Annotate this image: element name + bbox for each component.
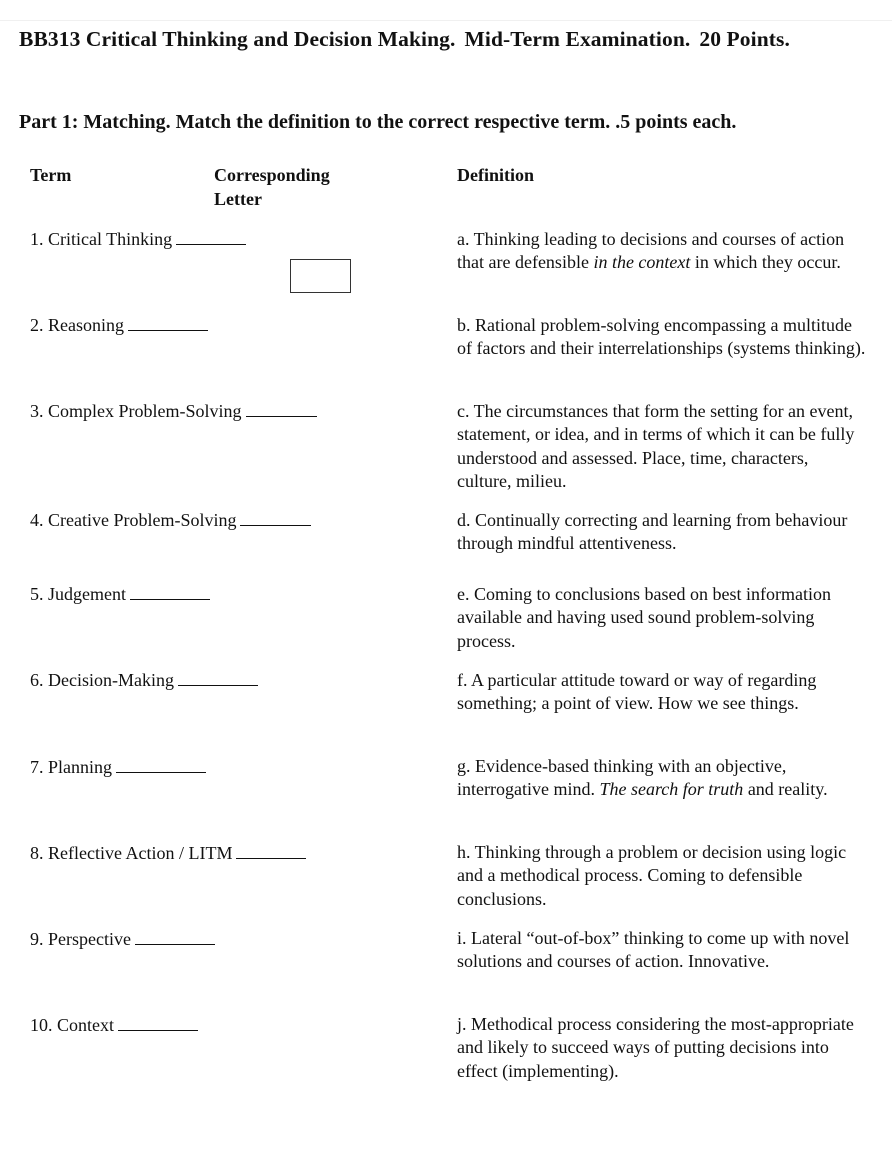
definition-h: h. Thinking through a problem or decision using logic and a methodical process. Coming to defensible conclusions. [457, 842, 847, 909]
term-label: 3. Complex Problem-Solving [30, 401, 242, 421]
definition-f: f. A particular attitude toward or way of regarding something; a point of view. How we see things. [457, 670, 817, 714]
term-9 [30, 928, 215, 951]
term-5 [30, 583, 210, 606]
definition-column-header: Definition [457, 165, 535, 185]
term-2 [30, 314, 208, 337]
letter-column-header [214, 163, 330, 211]
definition-b: b. Rational problem-solving encompassing a multitude of factors and their interrelationships (systems thinking). [457, 315, 866, 359]
term-label: 8. Reflective Action / LITM [30, 843, 233, 863]
definition-a [457, 228, 867, 275]
term-1 [30, 228, 246, 251]
term-label: 1. Critical Thinking [30, 229, 173, 249]
title-points: 20 Points. [699, 27, 790, 51]
definition-e: e. Coming to conclusions based on best information available and having used sound problem-solving process. [457, 584, 831, 651]
definition-c: c. The circumstances that form the setting for an event, statement, or idea, and in terms of which it can be fully understood and assessed. Place, time, characters, culture, milieu. [457, 401, 855, 492]
term-label: 4. Creative Problem-Solving [30, 510, 237, 530]
definition-a-text-end: in which they occur. [690, 252, 841, 273]
answer-blank[interactable] [178, 671, 258, 686]
term-label: 5. Judgement [30, 584, 126, 604]
answer-blank[interactable] [236, 844, 306, 859]
title-exam: Mid-Term Examination. [464, 27, 691, 51]
term-10 [30, 1014, 198, 1037]
term-6 [30, 669, 258, 692]
term-label: 2. Reasoning [30, 315, 124, 335]
definition-d: d. Continually correcting and learning from behaviour through mindful attentiveness. [457, 510, 848, 554]
answer-blank[interactable] [116, 758, 206, 773]
term-label: 6. Decision-Making [30, 670, 174, 690]
term-8 [30, 842, 306, 865]
answer-blank[interactable] [118, 1016, 198, 1031]
definition-g [457, 755, 867, 802]
definition-g-text: g. Evidence-based thinking with an objective, interrogative mind. [457, 756, 787, 800]
answer-blank[interactable] [246, 402, 317, 417]
term-3 [30, 400, 317, 423]
term-label: 9. Perspective [30, 929, 131, 949]
definition-a-emphasis: in the context [593, 252, 691, 273]
term-7 [30, 756, 206, 779]
answer-blank[interactable] [135, 930, 215, 945]
term-4 [30, 509, 311, 532]
term-column-header: Term [30, 165, 72, 185]
answer-blank[interactable] [240, 511, 311, 526]
answer-blank[interactable] [176, 230, 246, 245]
term-label: 10. Context [30, 1015, 114, 1035]
definition-g-text-end: and reality. [743, 779, 828, 800]
definition-j: j. Methodical process considering the most-appropriate and likely to succeed ways of putting decisions into effect (implementing). [457, 1014, 854, 1081]
term-label: 7. Planning [30, 757, 113, 777]
answer-blank[interactable] [128, 316, 208, 331]
definition-a-text: a. Thinking leading to decisions and courses of action that are defensible [457, 229, 845, 273]
answer-blank[interactable] [130, 585, 210, 600]
part1-heading: Part 1: Matching. Match the definition to the correct respective term. .5 points each. [19, 111, 737, 133]
title-course: BB313 Critical Thinking and Decision Making. [19, 27, 456, 51]
letter-header-line2: Letter [214, 189, 262, 209]
definition-i: i. Lateral “out-of-box” thinking to come up with novel solutions and courses of action. Innovative. [457, 928, 850, 972]
letter-header-line1: Corresponding [214, 165, 330, 185]
top-margin [0, 0, 892, 21]
exam-title [19, 27, 790, 52]
answer-box[interactable] [290, 259, 351, 293]
definition-g-emphasis: The search for truth [599, 779, 744, 800]
